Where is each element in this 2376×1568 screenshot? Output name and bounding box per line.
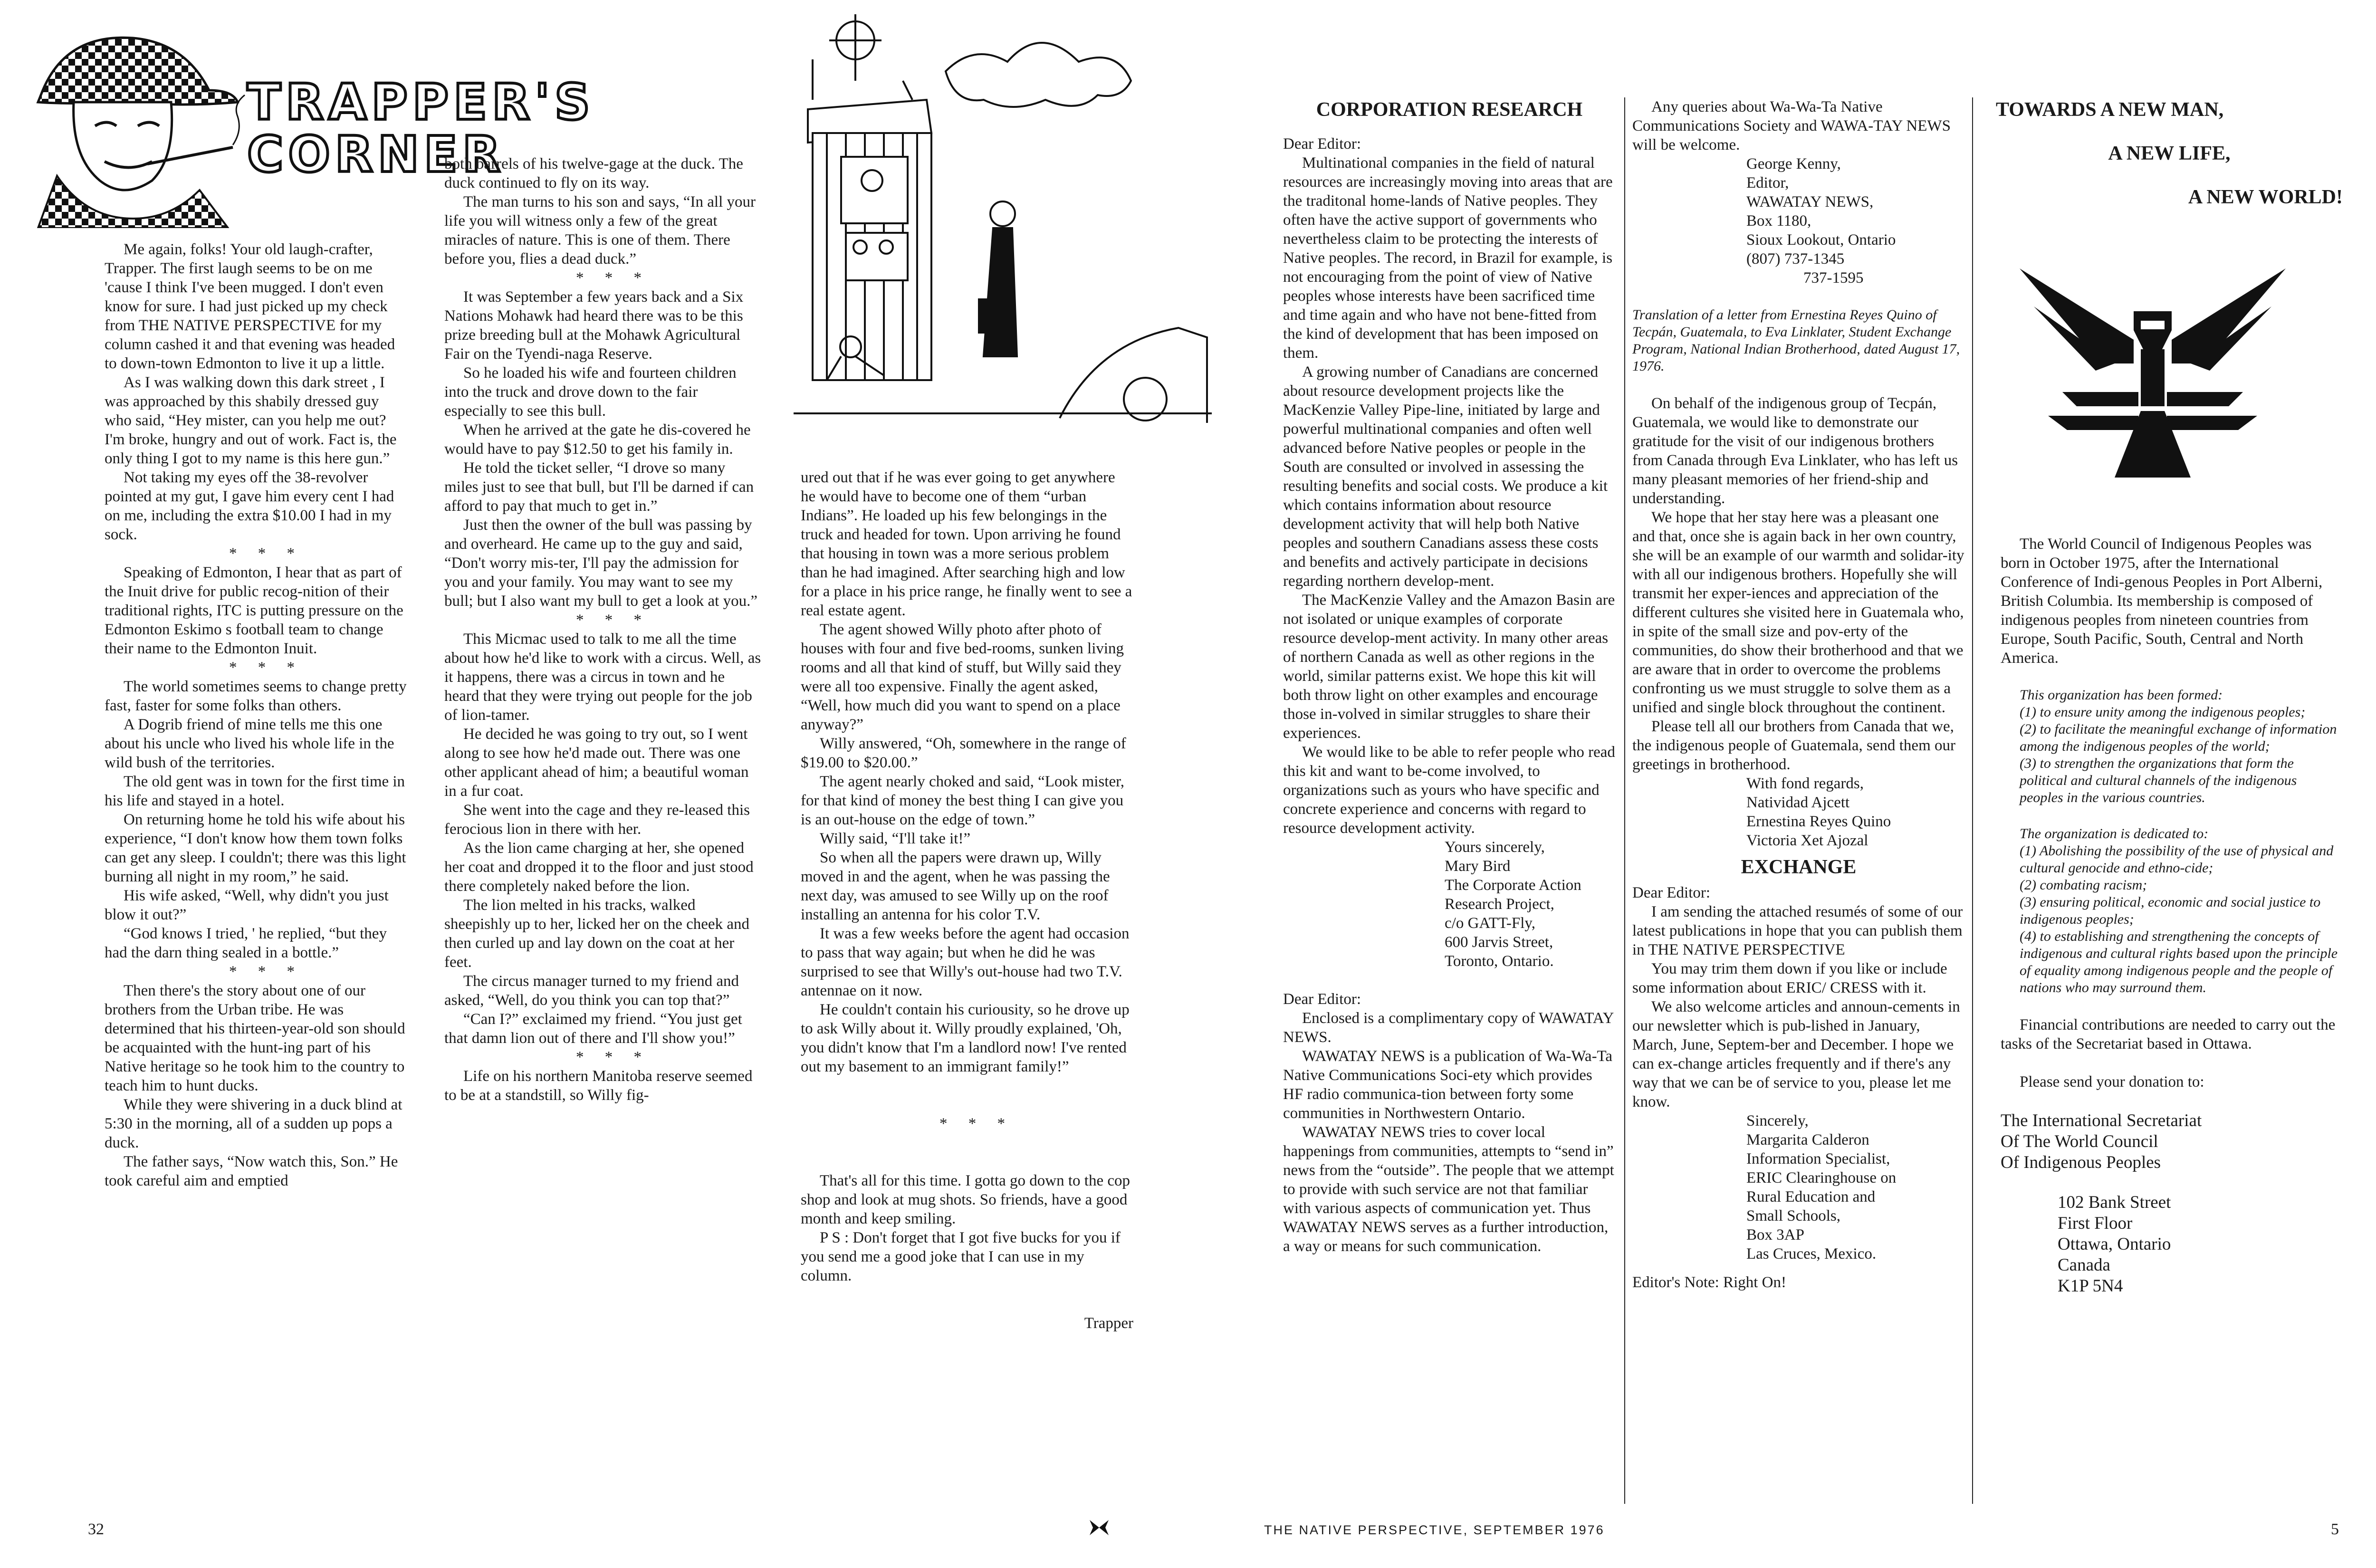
corporation-research-column — [1283, 97, 1616, 1256]
paragraph: The father says, “Now watch this, Son.” He took careful aim and emptied — [105, 1153, 398, 1189]
signature-line: With fond regards, — [1746, 775, 1864, 792]
paragraph: Speaking of Edmonton, I hear that as part of the Inuit drive for public recog-nition of their traditional rights, ITC is putting pressure on the Edmonton Eskimo s football team to change their name to the Edmonton Inuit. — [105, 564, 403, 657]
paragraph: On behalf of the indigenous group of Tecpán, Guatemala, we would like to demonstrate our gratitude for the visit of our indigenous brothers from Canada through Eva Linklater, who has left us many pleasant memories of her friend-ship and understanding. — [1632, 395, 1958, 507]
paragraph: Me again, folks! Your old laugh-crafter, Trapper. The first laugh seems to be on me 'cause I think I've been mugged. I don't even know for sure. I had just picked up my check from THE NATIVE PERSPECTIVE for my column cashed it and that evening was headed to down-town Edmonton to live it up a little. — [105, 241, 395, 372]
page-number-right: 5 — [2331, 1520, 2339, 1538]
paragraph: The circus manager turned to my friend and asked, “Well, do you think you can top that?” — [444, 973, 739, 1009]
trapper-logo-icon — [1088, 1518, 1110, 1537]
paragraph: Not taking my eyes off the 38-revolver pointed at my gut, I gave him every cent I had on me, including the extra $10.00 I had in my sock. — [105, 469, 394, 543]
signature-line: (807) 737-1345 — [1746, 250, 1845, 268]
title-line-3: A NEW WORLD! — [2188, 186, 2343, 208]
paragraph: The lion melted in his tracks, walked sheepishly up to her, licked her on the cheek and then curled up and lay down on the coat at her feet. — [444, 897, 749, 971]
signature-line: Editor, — [1746, 174, 1789, 191]
paragraph: Just then the owner of the bull was passing by and overheard. He came up to the guy and said, “Don't worry mis-ter, I'll pay the admission for you and your family. You may want to see my bull; but I also want my bull to get a look at you.” — [444, 516, 757, 610]
paragraph: This Micmac used to talk to me all the time about how he'd like to work with a circus. Well, as it happens, there was a circus in town and he heard that they were trying out people for the job of lion-tamer. — [444, 631, 761, 724]
paragraph: He couldn't contain his curiousity, so he drove up to ask Willy about it. Willy proudly explained, 'Oh, you didn't know that I'm a landlord now! I've rented out my basement to an immigrant family!” — [801, 1001, 1130, 1075]
formed-heading: This organization has been formed: — [2020, 687, 2223, 703]
paragraph: He told the ticket seller, “I drove so many miles just to see that bull, but I'll be darned if can afford to pay that much to get in.” — [444, 459, 754, 515]
translation-note — [1632, 306, 1965, 375]
paragraph: A Dogrib friend of mine tells me this one about his uncle who lived his whole life in the wild bush of the territories. — [105, 716, 394, 771]
paragraph: So when all the papers were drawn up, Willy moved in and the agent, when he was passing the next day, was amused to see Willy up on the roof installing an antenna for his color T.V. — [801, 849, 1110, 923]
address-line: Canada — [2058, 1255, 2110, 1275]
signature-line: Box 1180, — [1746, 212, 1811, 229]
salutation: Dear Editor: — [1283, 991, 1361, 1008]
signature-line: George Kenny, — [1746, 155, 1841, 172]
signature-line: Mary Bird — [1445, 858, 1511, 875]
signature-line: Victoria Xet Ajozal — [1746, 832, 1868, 849]
address-line: Ottawa, Ontario — [2058, 1234, 2171, 1254]
corporation-research-heading: CORPORATION RESEARCH — [1316, 99, 1583, 121]
dedicated-item: (3) ensuring political, economic and social justice to indigenous peoples; — [2020, 894, 2321, 927]
paragraph: He decided he was going to try out, so I went along to see how he'd made out. There was one other applicant ahead of him; a beautiful woman in a fur coat. — [444, 726, 749, 800]
column-divider — [1972, 97, 1973, 1504]
signature-line: Yours sincerely, — [1445, 839, 1545, 856]
org-line: The International Secretariat — [2001, 1111, 2202, 1130]
signature-line: Information Specialist, — [1746, 1150, 1890, 1167]
paragraph: Willy said, “I'll take it!” — [820, 830, 971, 847]
paragraph: The old gent was in town for the first time in his life and stayed in a hotel. — [105, 773, 405, 809]
signature-line: Research Project, — [1445, 896, 1554, 913]
signature-line: ERIC Clearinghouse on — [1746, 1169, 1897, 1186]
paragraph: So he loaded his wife and fourteen children into the truck and drove down to the fair especially to see this bull. — [444, 364, 737, 420]
paragraph: A growing number of Canadians are concerned about resource development projects like the MacKenzie Valley Pipe-line, initiated by large and powerful multinational companies and often well advanced before Native peoples or people in the South are consulted or involved in assessing the resulting benefits and social costs. We produce a kit which contains information about resource development activity that will help both Native peoples and southern Canadians assess these costs and benefits and actively participate in decisions regarding northern develop-ment. — [1283, 363, 1608, 590]
section-break: * * * — [229, 659, 303, 676]
paragraph: As I was walking down this dark street , I was approached by this shabily dressed guy who said, “Hey mister, can you help me out? I'm broke, hungry and out of work. Fact is, the only thing I got to my name is this here gun.” — [105, 374, 397, 467]
exchange-heading: EXCHANGE — [1741, 856, 1857, 878]
paragraph: The agent nearly choked and said, “Look mister, for that kind of money the best thing I can give you is an out-house on the edge of town.” — [801, 773, 1125, 828]
signature-line: Margarita Calderon — [1746, 1131, 1869, 1148]
trappers-column-3 — [801, 468, 1133, 1333]
paragraph: On returning home he told his wife about his experience, “I don't know how them town folks can get any sleep. I couldn't; there was this light burning all night in my room,” he said. — [105, 811, 406, 885]
publication-footer: THE NATIVE PERSPECTIVE, SEPTEMBER 1976 — [1264, 1523, 1605, 1537]
trappers-column-1 — [105, 240, 409, 1190]
address-line: K1P 5N4 — [2058, 1276, 2123, 1296]
title-line-2: A NEW LIFE, — [2108, 143, 2231, 164]
paragraph: Then there's the story about one of our brothers from the Urban tribe. He was determined that his thirteen-year-old son should be acquainted with the hunt-ing part of his Native heritage so he took him to the country to teach him to hunt ducks. — [105, 982, 405, 1094]
paragraph: Any queries about Wa-Wa-Ta Native Communications Society and WAWA-TAY NEWS will be welcome. — [1632, 98, 1951, 153]
paragraph: The man turns to his son and says, “In all your life you will witness only a few of the great miracles of nature. This is one of them. There before you, flies a dead duck.” — [444, 193, 756, 268]
paragraph: I am sending the attached resumés of some of our latest publications in hope that you can publish them in THE NATIVE PERSPECTIVE — [1632, 903, 1963, 958]
section-break: * * * — [229, 963, 303, 980]
paragraph: While they were shivering in a duck blind at 5:30 in the morning, all of a sudden up pops a duck. — [105, 1096, 402, 1151]
world-council-body — [2001, 535, 2343, 1297]
paragraph: “Can I?” exclaimed my friend. “You just get that damn lion out of there and I'll show you!” — [444, 1011, 742, 1047]
paragraph: His wife asked, “Well, why didn't you just blow it out?” — [105, 887, 389, 923]
paragraph: She went into the cage and they re-leased this ferocious lion in there with her. — [444, 802, 750, 838]
paragraph: “God knows I tried, ' he replied, “but they had the darn thing sealed in a bottle.” — [105, 925, 387, 961]
signoff: Trapper — [1084, 1315, 1133, 1332]
paragraph: As the lion came charging at her, she opened her coat and dropped it to the floor and just stood there completely naked before the lion. — [444, 840, 754, 895]
section-break: * * * — [576, 612, 650, 629]
trappers-corner-banner: TRAPPER'S CORNER — [247, 73, 595, 183]
paragraph: We hope that her stay here was a pleasant one and that, once she is again back in her own country, she will be an example of our warmth and solidar-ity with all our indigenous brothers. Hopefully she will transmit her exper-iences and appreciation of the different cultures she visited here in Guatemala who, in spite of the small size and pov-erty of the communities, do show their brotherhood and that we are aware that in order to overcome the problems confronting us we must struggle to solve them as a unified and single block throughout the continent. — [1632, 509, 1964, 716]
signature-line: WAWATAY NEWS, — [1746, 193, 1874, 210]
trappers-column-2 — [444, 154, 763, 1105]
paragraph: The MacKenzie Valley and the Amazon Basin are not isolated or unique examples of corporate resource develop-ment activity. In many other areas of northern Canada as well as other regions in the world, similar patterns exist. We hope this kit will both throw light on other examples and encourage those in-volved in similar struggles to share their experiences. — [1283, 592, 1615, 742]
formed-item: (2) to facilitate the meaningful exchange of information among the indigenous peoples of the world; — [2020, 721, 2337, 754]
translation-note-text: Translation of a letter from Ernestina Reyes Quino of Tecpán, Guatemala, to Eva Linklater, Student Exchange Program, National Indian Brotherhood, dated August 17, 1976. — [1632, 307, 1960, 374]
dedicated-item: (4) to establishing and strengthening the concepts of indigenous and cultural rights based upon the principle of equality among indigenous people and the people of nations who may surround them. — [2020, 928, 2338, 995]
thunderbird-emblem-icon — [2020, 268, 2286, 478]
formed-item: (3) to strengthen the organizations that form the political and cultural channels of the indigenous peoples in the various countries. — [2020, 755, 2297, 805]
signature-line: Box 3AP — [1746, 1226, 1804, 1243]
title-line-1: TOWARDS A NEW MAN, — [1996, 99, 2224, 121]
page-number-left: 32 — [88, 1520, 104, 1538]
paragraph: It was September a few years back and a Six Nations Mohawk had heard there was to be this prize breeding bull at the Mohawk Agricultural Fair on the Tyendi-naga Reserve. — [444, 288, 744, 363]
dedicated-item: (1) Abolishing the possibility of the use of physical and cultural genocide and ethno-cide; — [2020, 843, 2334, 876]
editors-note: Editor's Note: Right On! — [1632, 1274, 1787, 1291]
paragraph: both barrels of his twelve-gage at the duck. The duck continued to fly on its way. — [444, 155, 743, 191]
paragraph: WAWATAY NEWS is a publication of Wa-Wa-Ta Native Communications Soci-ety which provides HF radio communica-tion between forty some communities in Northwestern Ontario. — [1283, 1048, 1613, 1122]
paragraph: The World Council of Indigenous Peoples was born in October 1975, after the International Conference of Indi-genous Peoples in Port Alberni, British Columbia. Its membership is composed of indigenous peoples from nineteen countries from Europe, South Pacific, South, Central and North America. — [2001, 535, 2323, 667]
paragraph: You may trim them down if you like or include some information about ERIC/ CRESS with it. — [1632, 960, 1947, 996]
section-break: * * * — [576, 269, 650, 287]
signature-line: Natividad Ajcett — [1746, 794, 1850, 811]
paragraph: The world sometimes seems to change pretty fast, faster for some folks than others. — [105, 678, 407, 714]
signature-line: Rural Education and — [1746, 1188, 1876, 1205]
paragraph: It was a few weeks before the agent had occasion to pass that way again; but when he did he was surprised to see that Willy's out-house had two T.V. antennae on it now. — [801, 925, 1130, 999]
section-break: * * * — [576, 1049, 650, 1066]
paragraph: Enclosed is a complimentary copy of WAWATAY NEWS. — [1283, 1010, 1614, 1046]
signature-line: 600 Jarvis Street, — [1445, 934, 1553, 951]
world-council-column — [1996, 97, 2343, 222]
paragraph: When he arrived at the gate he dis-covered he would have to pay $12.50 to get his family in. — [444, 421, 751, 458]
trapper-portrait-illustration — [29, 19, 247, 228]
signature-line: Sincerely, — [1746, 1112, 1809, 1129]
column-divider — [1624, 97, 1625, 1504]
paragraph: P S : Don't forget that I got five bucks for you if you send me a good joke that I can use in my column. — [801, 1229, 1121, 1284]
org-line: Of Indigenous Peoples — [2001, 1153, 2161, 1172]
salutation: Dear Editor: — [1283, 135, 1361, 153]
paragraph: Financial contributions are needed to carry out the tasks of the Secretariat based in Ottawa. — [2001, 1016, 2336, 1052]
paragraph: We also welcome articles and announ-cements in our newsletter which is pub-lished in January, March, June, Septem-ber and December. I hope we can ex-change articles frequently and if there's any way that we can be of service to you, please let me know. — [1632, 998, 1960, 1110]
formed-list — [2001, 687, 2343, 996]
signature-line: Sioux Lookout, Ontario — [1746, 231, 1896, 249]
salutation: Dear Editor: — [1632, 884, 1711, 901]
address-line: First Floor — [2058, 1214, 2133, 1233]
paragraph: That's all for this time. I gotta go down to the cop shop and look at mug shots. So friends, have a good month and keep smiling. — [801, 1172, 1130, 1227]
signature-line: Toronto, Ontario. — [1445, 953, 1554, 970]
signature-line: The Corporate Action — [1445, 877, 1581, 894]
paragraph: WAWATAY NEWS tries to cover local happenings from communities, attempts to “send in” news from the “outside”. The people that we attempt to provide with such service are not that familiar with various aspects of communication yet. Thus WAWATAY NEWS serves as a further introduction, a way or means for such communication. — [1283, 1124, 1614, 1255]
paragraph: Willy answered, “Oh, somewhere in the range of $19.00 to $20.00.” — [801, 735, 1126, 771]
paragraph: The agent showed Willy photo after photo of houses with four and five bed-rooms, sunken living rooms and all that kind of stuff, but Willy said they were all too expensive. Finally the agent asked, “Well, how much did you want to spend on a place anyway?” — [801, 621, 1124, 733]
letters-column — [1632, 97, 1965, 1292]
paragraph: Please tell all our brothers from Canada that we, the indigenous people of Guatemala, send them our greetings in brotherhood. — [1632, 718, 1955, 773]
paragraph: Life on his northern Manitoba reserve seemed to be at a standstill, so Willy fig- — [444, 1068, 753, 1104]
signature-line: Ernestina Reyes Quino — [1746, 813, 1891, 830]
section-break: * * * — [229, 545, 303, 562]
signature-line: 737-1595 — [1803, 269, 1864, 287]
paragraph: Multinational companies in the field of natural resources are increasingly moving into areas that are the traditonal home-lands of Native peoples. They often have the active support of governments who nevertheless claim to be protecting the interests of Native peoples. The record, in Brazil for example, is not encouraging from the point of view of Native peoples whose interests have been sacrificed time and time again and who have not bene-fitted from the kind of development that has been imposed on them. — [1283, 154, 1613, 362]
signature-line: Las Cruces, Mexico. — [1746, 1245, 1877, 1262]
paragraph: ured out that if he was ever going to get anywhere he would have to become one of them “urban Indians”. He loaded up his few belongings in the truck and headed for town. Upon arriving he found that housing in town was a more serious problem than he had imagined. After searching high and low for a place in his price range, he finally went to see a real estate agent. — [801, 469, 1132, 619]
address-line: 102 Bank Street — [2058, 1193, 2171, 1212]
signature-line: c/o GATT-Fly, — [1445, 915, 1535, 932]
org-line: Of The World Council — [2001, 1132, 2158, 1151]
section-break: * * * — [939, 1115, 1014, 1132]
signature-line: Small Schools, — [1746, 1207, 1841, 1224]
outhouse-cartoon-illustration — [794, 14, 1212, 428]
formed-item: (1) to ensure unity among the indigenous peoples; — [2020, 704, 2306, 720]
dedicated-heading: The organization is dedicated to: — [2020, 826, 2209, 841]
dedicated-item: (2) combating racism; — [2020, 877, 2147, 893]
paragraph: We would like to be able to refer people who read this kit and want to be-come involved, to organizations such as yours who have specific and concrete experience and concerns with regard to resource development activity. — [1283, 744, 1615, 837]
paragraph: Please send your donation to: — [2020, 1073, 2204, 1090]
